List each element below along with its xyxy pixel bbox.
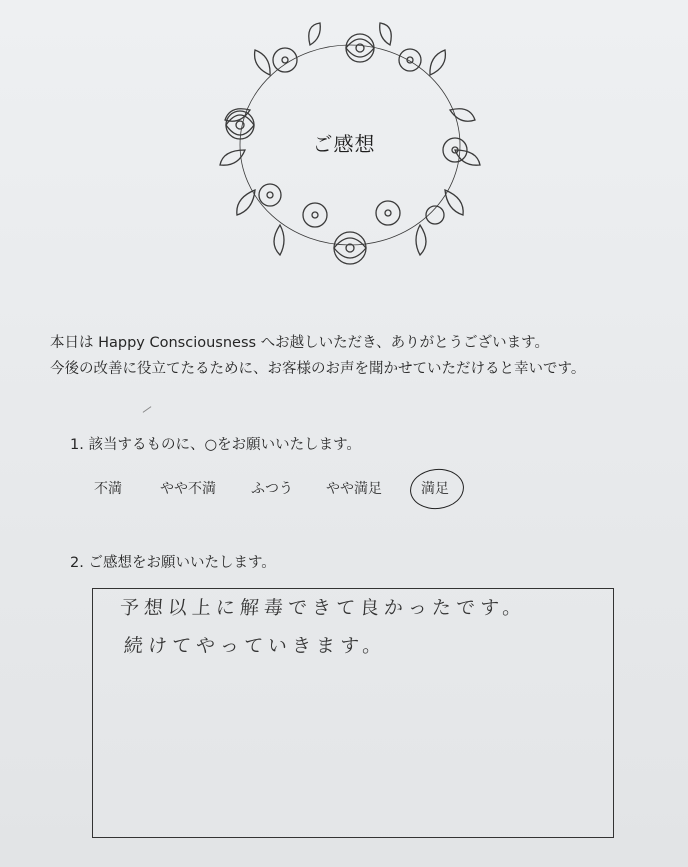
question-1-label: 1. 該当するものに、○をお願いいたします。 bbox=[70, 437, 361, 453]
intro-line-2: 今後の改善に役立てたるために、お客様のお声を聞かせていただけると幸いです。 bbox=[50, 361, 586, 377]
handwritten-answer-line-1: 予想以上に解毒できて良かったです。 bbox=[119, 597, 528, 619]
option-neutral[interactable]: ふつう bbox=[251, 481, 293, 497]
question-2-label: 2. ご感想をお願いいたします。 bbox=[70, 555, 276, 571]
intro-text bbox=[50, 330, 670, 382]
option-dissatisfied[interactable]: 不満 bbox=[94, 481, 122, 497]
rating-options bbox=[0, 478, 688, 508]
intro-line-1: 本日は Happy Consciousness へお越しいただき、ありがとうございます。 bbox=[50, 335, 549, 351]
option-somewhat-satisfied[interactable]: やや満足 bbox=[326, 481, 382, 497]
option-satisfied[interactable]: 満足 bbox=[421, 481, 449, 497]
option-somewhat-dissatisfied[interactable]: やや不満 bbox=[160, 481, 216, 497]
page-title: ご感想 bbox=[312, 132, 376, 156]
comment-box[interactable] bbox=[92, 588, 614, 838]
pen-mark bbox=[143, 406, 152, 413]
handwritten-answer-line-2: 続けてやっていきます。 bbox=[123, 635, 388, 657]
